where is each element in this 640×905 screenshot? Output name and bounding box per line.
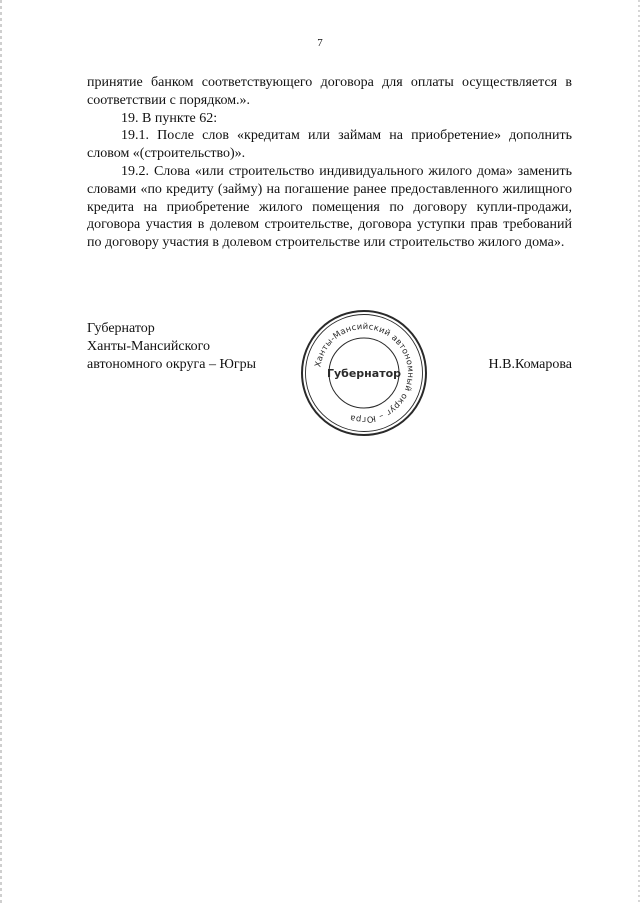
paragraph-item-19-2: 19.2. Слова «или строительство индивидуального жилого дома» заменить словами «по кредиту (займу) на погашение ранее предоставленного жилищного кредита на приобретение жилого помещения по договору купли-продажи, договора участия в долевом строительстве, договора уступки прав требований по договору участия в долевом строительстве или строительство жилого дома».	[87, 163, 572, 251]
signer-title-line: автономного округа – Югры	[87, 356, 256, 372]
seal-graphic	[299, 308, 429, 438]
paragraph-item-19: 19. В пункте 62:	[121, 110, 218, 126]
paragraph-continuation: принятие банком соответствующего договора для оплаты осуществляется в соответствии с порядком.».	[87, 75, 572, 108]
seal-center-text: Губернатор	[326, 367, 402, 380]
signer-title-line: Ханты-Мансийского	[87, 338, 211, 354]
signer-title-line: Губернатор	[87, 321, 155, 336]
official-seal	[299, 308, 429, 438]
paragraph-item-19-1: 19.1. После слов «кредитам или займам на приобретение» дополнить словом «(строительство)».	[87, 128, 572, 162]
seal-ring-text: Ханты-Мансийский автономный округ – Югра	[312, 320, 417, 426]
page-number: 7	[317, 37, 323, 49]
document-body	[87, 74, 572, 252]
signer-name: Н.В.Комарова	[488, 356, 572, 372]
signer-title	[87, 320, 256, 373]
scan-edge-left	[0, 0, 2, 905]
